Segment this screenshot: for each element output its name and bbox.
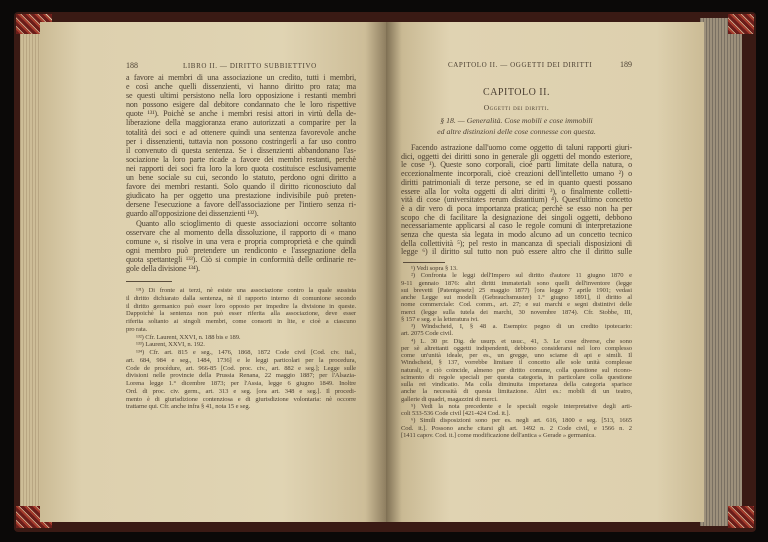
text-line: non possono esigere dal debitore condannato che le loro rispettive — [126, 100, 356, 110]
text-line: osservare che al momento della dissoluzione, il rapporto di « mano — [126, 227, 356, 237]
marbled-corner — [728, 506, 754, 528]
footnote-line: naturali, e ciò coincide, almeno per diritto comune, colla questione sul ricono- — [401, 366, 632, 374]
text-line: legge ⁶) il diritto sul tutto non può essere altro che il diritto sulle — [401, 247, 632, 257]
text-line: è a dir vero di poca importanza pratica; perchè se esso non ha per — [401, 203, 632, 213]
text-line: guardo all'opposizione dei dissenzienti ¹³²). — [126, 209, 259, 219]
footnote-line: art. 684, 984 e seg., 1484, 1736] e le leggi particolari per la procedura, — [126, 356, 356, 364]
text-line: liberazione della maggioranza erano autorizzati a comparire per la — [126, 118, 356, 128]
footnote-line: ¹) Vedi sopra § 13. — [411, 265, 458, 272]
footnote-line: per sè altrettanti oggetti indipendenti, debbono considerarsi nel loro complesso — [401, 344, 632, 352]
right-body-text — [401, 144, 632, 257]
footnote-line: Ord. di proc. civ. germ., art. 313 e seg. [ora art. 348 e seg.]. Il procedi- — [126, 387, 356, 395]
page-number: 189 — [620, 60, 632, 69]
footnote-line: Code de procédure, art. 966-85 [Cod. proc. civ., art. 882 e seg.]; Legge sulle — [126, 364, 356, 372]
text-line: diritti patrimoniali di terze persone, se ed in quanto questi possano — [401, 177, 632, 187]
text-line: Facendo astrazione dall'uomo come oggetto di taluni rapporti giuri- — [411, 143, 632, 152]
footnote-line: ⁵) Vedi la nota precedente e le speciali regole interpretative degli arti- — [411, 402, 632, 410]
text-line: vità di cose (universitates rerum distantium) ⁴). Quest'ultimo concetto — [401, 195, 632, 205]
running-head: CAPITOLO II. — OGGETTI DEI DIRITTI — [448, 61, 593, 69]
footnote-line: [1411 capov. Cod. it.] come modificazione dell'antica « Gerade » germanica. — [401, 431, 596, 439]
chapter-title: CAPITOLO II. — [483, 87, 550, 98]
footnote-line: sui brevetti [Patentgesetz] 25 maggio 1877) [ora legge 7 aprile 1901; vedasi — [401, 286, 632, 294]
footnote-line: ⁶) Simili disposizioni sono per es. negli art. 616, 1800 e seg. [513, 1665 — [411, 417, 632, 425]
footnote-separator — [403, 262, 445, 263]
footnote-line: ⁴) L. 30 pr. Dig. de usurp. et usuc., 41, 3. Le cose diverse, che sono — [411, 337, 632, 345]
text-line: della collettività ⁵); pel resto in mancanza di speciali disposizioni di — [401, 238, 632, 248]
text-line: se questi ultimi persistono nella loro opposizione i restanti membri — [126, 91, 356, 101]
footnote-line: divisioni nelle provincie della Prussia Renana, 22 maggio 1887; per l'Alsazia- — [126, 372, 356, 380]
text-line: sociazione la loro parte ricade a favore dei membri restanti, perchè — [126, 154, 356, 164]
section-heading-line-2: ed altre distinzioni delle cose connesse con questa. — [437, 127, 596, 136]
footnote-line: sulla rei vindicatio. Ma colla diminuita importanza della categoria sparisce — [401, 381, 632, 388]
text-line: essere alla lor volta oggetti di altri diritti ³), o finalmente colletti- — [401, 186, 632, 196]
text-line: e così anche quelli dissenzienti, vi hanno diritto pro rata; ma — [126, 82, 356, 92]
text-line: gole della divisione ¹³⁴). — [126, 263, 200, 273]
page-number: 188 — [126, 61, 138, 70]
marbled-corner — [728, 14, 754, 34]
footnote-line: nome commerciale: Cod. comm., art. 27; e sui marchi e segni distintivi delle — [401, 301, 632, 309]
text-line: totalità dei soci e ad ottenere quindi una sentenza favorevole anche — [126, 127, 356, 137]
text-line: le cose ¹). Queste sono corporali, cioè parti limitate della natura, o — [401, 160, 632, 170]
footnote-line: pro rata. — [126, 325, 148, 333]
footnote-line: coli 533-536 Code civil [421-424 Cod. it.]. — [401, 410, 511, 417]
footnote-line: 9-11 gennaio 1876: altri diritti immateriali sono quelli dell'inventore (legge — [401, 279, 632, 287]
right-footnotes — [401, 265, 632, 439]
footnote-line: anche Legge sui modelli (Gebrauchsmuster) 1.° giugno 1891], il diritto al — [401, 294, 632, 301]
left-body-text — [126, 73, 356, 273]
text-line: a favore ai membri di una associazione un credito, tutti i membri, — [126, 73, 356, 82]
footnote-line: ¹³⁴) Cfr. art. 815 e seg., 1476, 1868, 1872 Code civil [Cod. civ. ital., — [136, 349, 356, 356]
chapter-subtitle: Oggetti dei diritti. — [483, 103, 550, 112]
text-line: nei rapporti dei soci fra loro la loro quota costituisce esclusivamente — [126, 163, 356, 173]
footnote-line: Dappoichè la sentenza non può esser riferita alla associazione, deve esser — [126, 310, 356, 318]
footnote-line: il diritto dichiarato dalla sentenza, nè il rapporto interno di comunione secondo — [126, 294, 356, 302]
text-line: dersene l'esecuzione a favore dell'associazione per l'intiero senza ri- — [126, 200, 356, 210]
footnote-line: come un'unità ideale, per es., un gregge, uno sciame di api e simili. Il — [401, 352, 632, 359]
text-line: Quanto allo scioglimento di queste associazioni occorre soltanto — [136, 218, 356, 228]
footnote-line: gallerie di quadri, magazzini di merci. — [401, 395, 498, 403]
footnote-line: mento è di giurisdizione contenziosa e di giurisdizione volontaria: nè occorre — [126, 395, 356, 403]
text-line: senza che questa sia legata in modo alcuno ad un concetto tecnico — [401, 230, 632, 240]
text-line: un bene sociale su cui, secondo lo statuto, perdono ogni diritto a — [126, 173, 356, 183]
text-line: per i dissenzienti, tuttavia non possono costringerli a far uso contro — [126, 136, 356, 146]
footnote-line: scimento di regole speciali per questa categoria, in particolare colla questione — [401, 373, 632, 381]
footnote-line: riferita soltanto ai singoli membri, come consorti in lite, e cioè a ciascuno — [126, 318, 356, 325]
footnote-line: merci (legge sulla tutela dei marchi, 30 novembre 1874). Cfr. Stobbe, III, — [401, 308, 632, 316]
text-line: dici, oggetti dei diritti sono in generale gli oggetti del mondo esteriore, — [401, 151, 632, 161]
section-heading-line-1: § 18. — Generalità. Cose mobili e cose immobili — [440, 116, 593, 125]
footnote-line: Lorena legge 1.° dicembre 1873; per l'Assia, legge 6 giugno 1849. Inoltre — [126, 380, 356, 387]
footnote-line: ¹³²) Cfr. Laurent, XXVI, n. 188 bis e 189. — [136, 333, 241, 341]
text-line: comune », si risolve in una vera e propria comproprietà e che quindi — [126, 236, 356, 246]
footnote-line: il diritto germanico può esser loro opposto per impedire la divisione in queste. — [126, 302, 356, 310]
text-line: necessariamente applicarsi al caso le regole comuni di interpretazione — [401, 221, 632, 231]
text-line: quote ¹³¹). Poichè se anche i membri resisi attori in virtù della de- — [126, 109, 356, 119]
footnote-line: trattarne qui. Cfr. anche infra § 41, nota 15 e seg. — [126, 403, 251, 411]
footnote-line: § 157 e seg. e la letteratura ivi. — [401, 315, 479, 323]
footnote-line: Cod. it.]. Possono anche citarsi gli art. 1492 n. 2 Code civil, e 1566 n. 2 — [401, 424, 632, 432]
footnote-line: ¹³¹) Di fronte ai terzi, nè esiste una associazione contro la quale sussista — [136, 287, 356, 294]
footnote-line: art. 2075 Code civil. — [401, 330, 453, 338]
footnote-line: ³) Windscheid, I, § 48 a. Esempio: pegno di un credito ipotecario: — [411, 323, 632, 330]
right-page-edges — [700, 18, 742, 526]
text-line: favore dei membri restanti. Solo quando il diritto riconosciuto dal — [126, 182, 356, 192]
text-line: ogni membro può pretendere un rendiconto e l'assegnazione della — [126, 245, 356, 255]
text-line: il convenuto di questa sentenza. Se i dissenzienti abbandonano l'as- — [126, 145, 356, 155]
footnote-line: ¹³³) Laurent, XXVI, n. 192. — [136, 341, 205, 349]
left-footnotes — [126, 287, 356, 411]
text-line: scopo che di facilitare la designazione dei singoli oggetti, debbono — [401, 212, 632, 222]
text-line: giudicato ha per oggetto una prestazione indivisibile può preten- — [126, 191, 356, 201]
text-line: eccezionalmente incorporali, cioè creazioni dell'intelletto umano ²) o — [401, 169, 632, 179]
footnote-line: ²) Confronta le leggi dell'Impero sul diritto d'autore 11 giugno 1870 e — [411, 272, 632, 280]
footnote-line: anche la necessità di questa limitazione. Altri es.: mobili di un teatro, — [401, 388, 632, 396]
footnote-line: Windscheid, § 137, vorrebbe limitare il concetto alle sole unità complesse — [401, 359, 632, 367]
running-head: LIBRO II. — DIRITTO SUBBIETTIVO — [183, 62, 317, 70]
footnote-separator — [126, 281, 172, 282]
text-line: quota spettantegli ¹³³). Ciò si compie in conformità delle ordinarie re- — [126, 254, 356, 264]
